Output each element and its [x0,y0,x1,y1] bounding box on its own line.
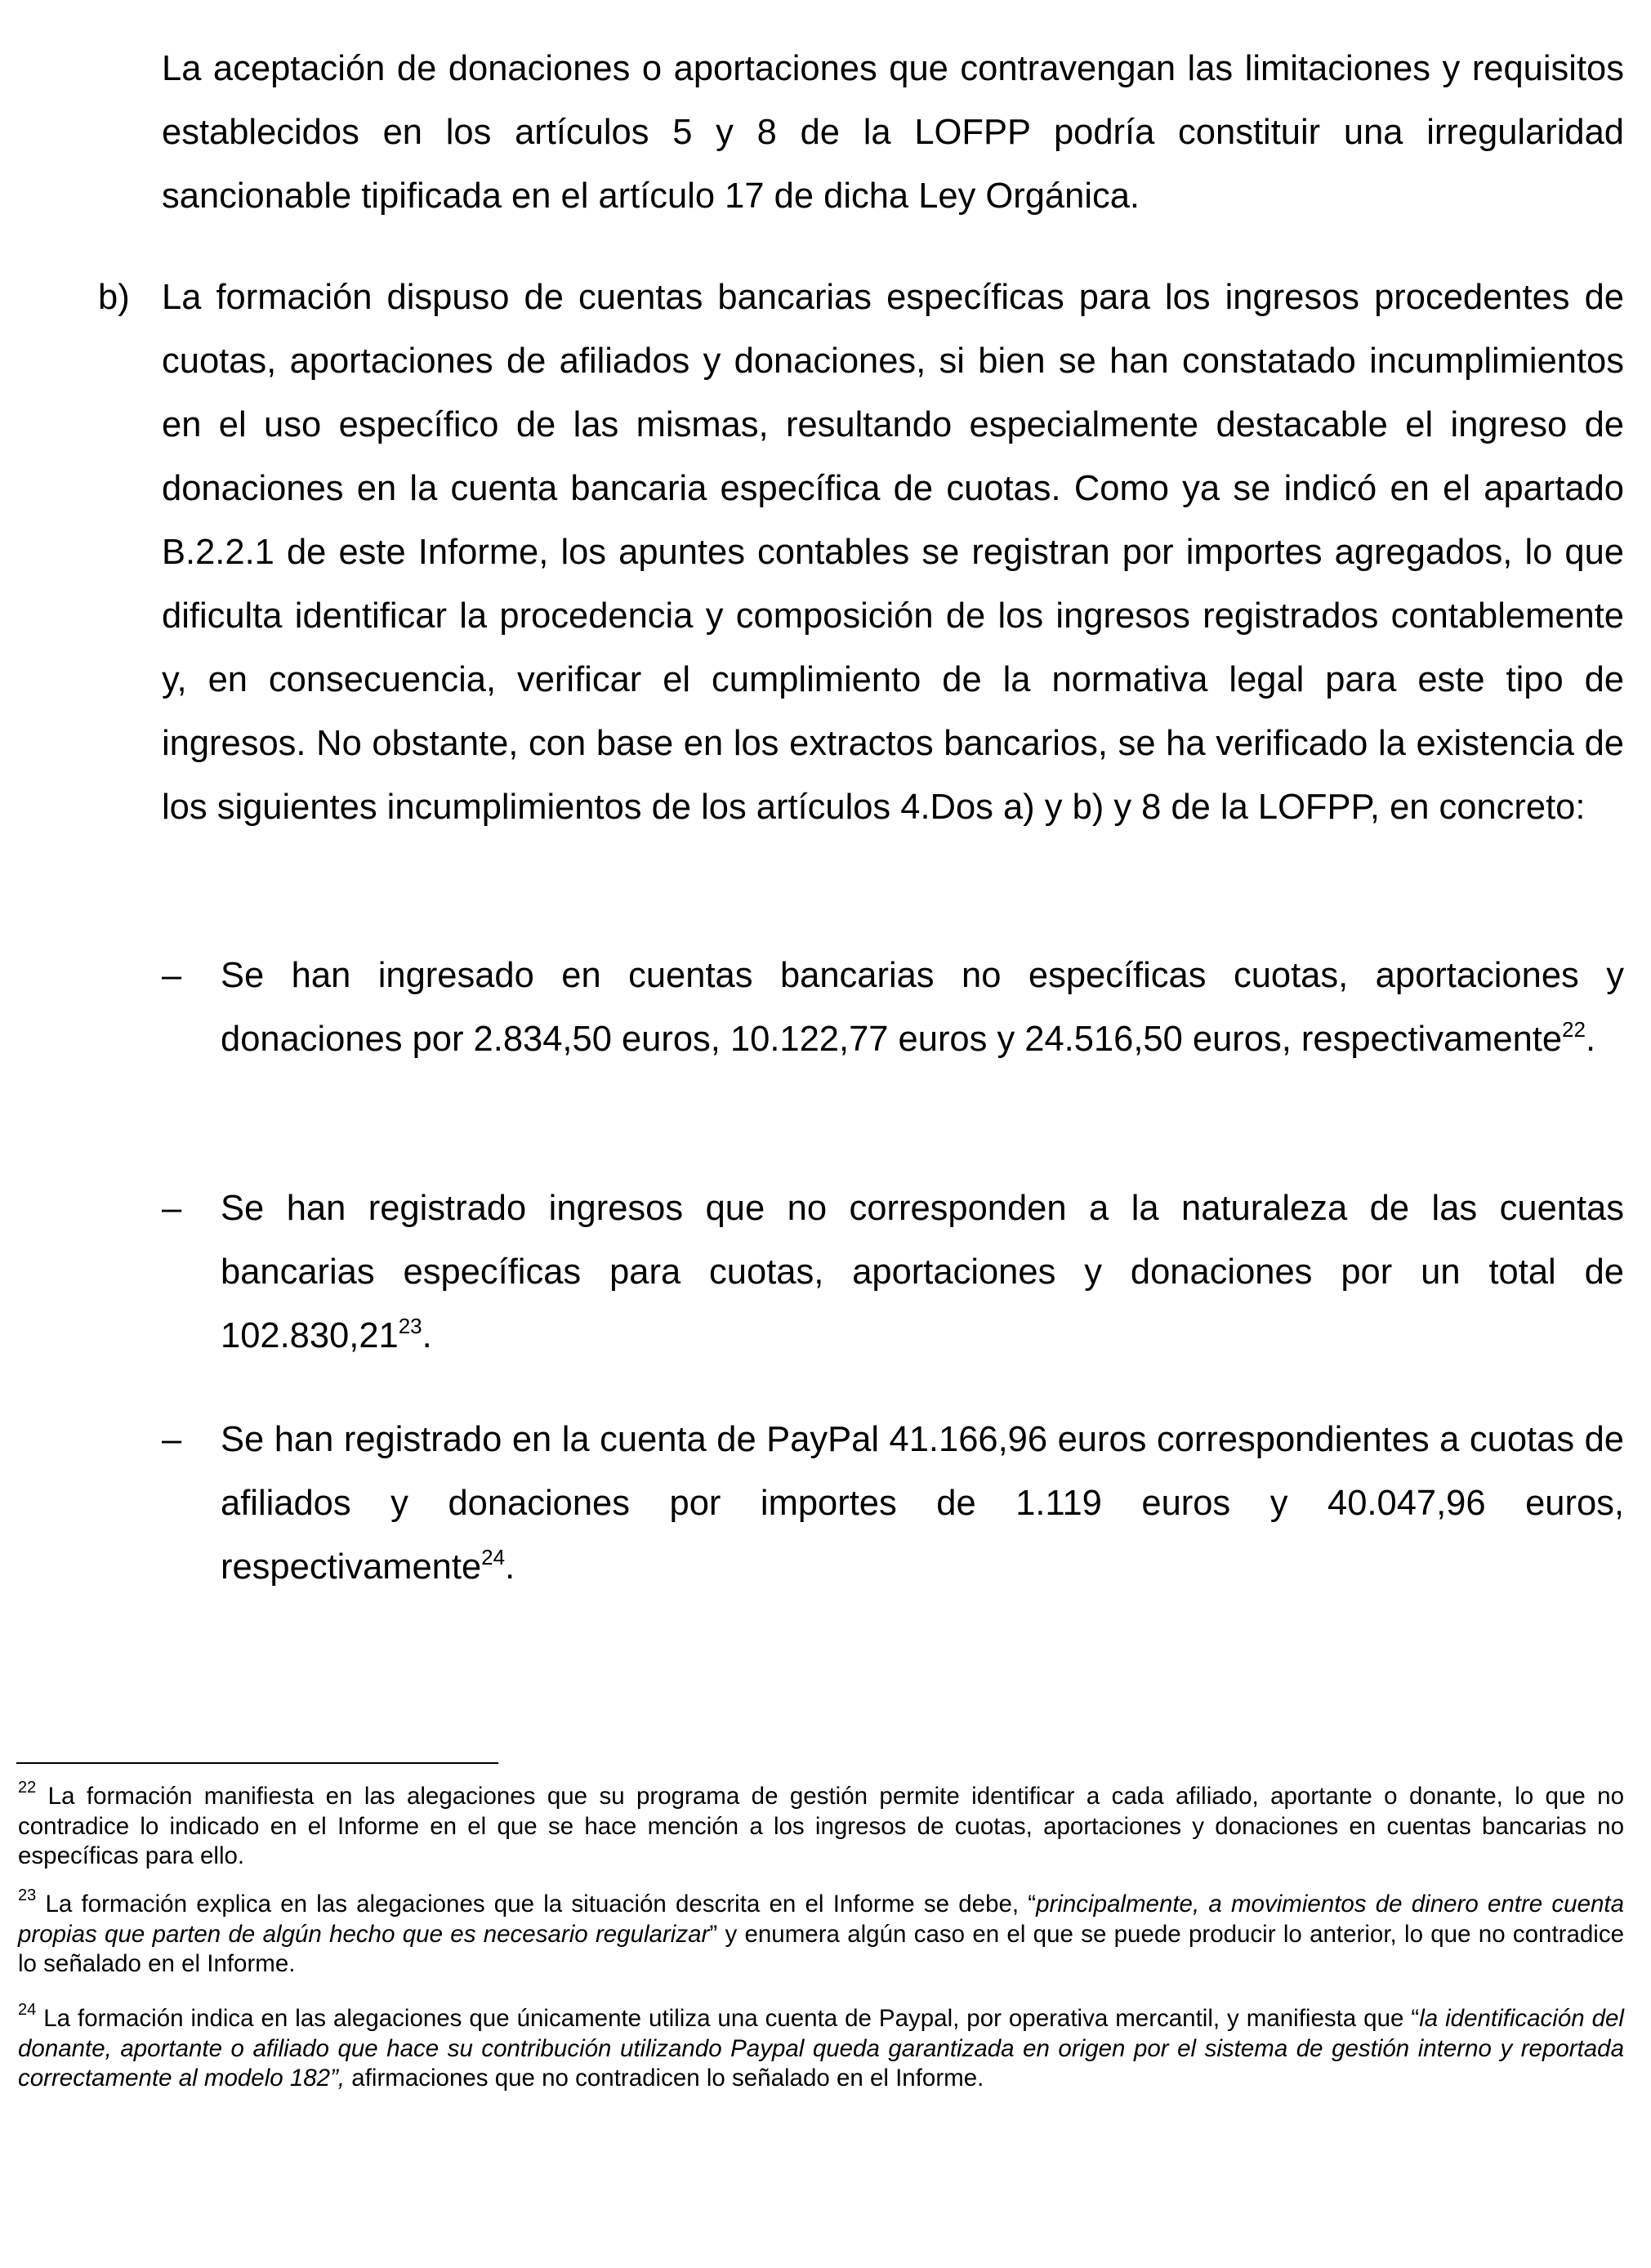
footnote-number: 24 [18,2001,37,2020]
footnote-24 [18,2001,1624,2094]
dash-bullet-icon: – [162,1420,182,1459]
list-marker-b: b) [98,278,130,317]
footnote-text-lead: La formación indica en las alegaciones que únicamente utiliza una cuenta de Paypal, por operativa mercantil, y manifiesta que “ [43,2005,1420,2032]
footnote-text-tail: afirmaciones que no contradicen lo señalado en el Informe. [345,2065,984,2092]
bullet-text: Se han registrado en la cuenta de PayPal 41.166,96 euros correspondientes a cuotas de afiliados y donaciones por importes de 1.119 euros y 40.047,96 euros, respectivamente [221,1420,1624,1587]
footnote-23 [18,1886,1625,1980]
bullet-item-text [221,944,1624,1071]
bullet-item [162,1176,1624,1368]
list-item-b-text: La formación dispuso de cuentas bancarias específicas para los ingresos procedentes de cuotas, aportaciones de afiliados y donaciones, si bien se han constatado incumplimientos en el uso específico de las mismas, resultando especialmente destacable el ingreso de donaciones en la cuenta bancaria específica de cuotas. Como ya se indicó en el apartado B.2.2.1 de este Informe, los apuntes contables se registran por importes agregados, lo que dificulta identificar la procedencia y composición de los ingresos registrados contablemente y, en consecuencia, verificar el cumplimiento de la normativa legal para este tipo de ingresos. No obstante, con base en los extractos bancarios, se ha verificado la existencia de los siguientes incumplimientos de los artículos 4.Dos a) y b) y 8 de la LOFPP, en concreto: [162,278,1624,827]
footnote-22 [18,1779,1624,1872]
footnote-ref-22[interactable]: 22 [1562,1016,1586,1042]
bullet-text: Se han registrado ingresos que no corresponden a la naturaleza de las cuentas bancarias específicas para cuotas, aportaciones y donaciones por un total de 102.830,21 [221,1189,1624,1355]
bullet-item [162,1408,1624,1599]
footnote-ref-23[interactable]: 23 [398,1313,422,1338]
list-item-b [98,266,1624,839]
bullet-end: . [1585,1020,1596,1059]
footnote-ref-24[interactable]: 24 [481,1544,506,1569]
footnote-text: La formación manifiesta en las alegaciones que su programa de gestión permite identificar a cada afiliado, aportante o donante, lo que no contradice lo indicado en el Informe en el que se hace mención a los ingresos de cuotas, aportaciones y donaciones en cuentas bancarias no específicas para ello. [18,1783,1624,1869]
footnote-number: 22 [18,1779,37,1797]
dash-bullet-icon: – [162,956,182,995]
bullet-item-text [221,1176,1624,1368]
footnote-quote: la identificación del donante, aportante o afiliado que hace su contribución utilizando Paypal queda garantizada en origen por el sistema de gestión interno y reportada correctamente al modelo 182”, [18,2005,1624,2092]
bullet-end: . [505,1547,515,1587]
footnote-quote: principalmente, a movimientos de dinero entre cuenta propias que parten de algún hecho que es necesario regularizar [18,1891,1624,1948]
bullet-end: . [422,1316,432,1355]
footnote-separator [16,1762,498,1764]
footnote-text-lead: La formación explica en las alegaciones que la situación descrita en el Informe se debe, “ [45,1891,1037,1918]
dash-bullet-icon: – [162,1189,182,1228]
bullet-item-text [221,1408,1624,1599]
footnote-text-tail: ” y enumera algún caso en el que se puede producir lo anterior, lo que no contradice lo señalado en el Informe. [18,1920,1625,1977]
bullet-text: Se han ingresado en cuentas bancarias no específicas cuotas, aportaciones y donaciones por 2.834,50 euros, 10.122,77 euros y 24.516,50 euros, respectivamente [221,956,1624,1059]
intro-paragraph: La aceptación de donaciones o aportaciones que contravengan las limitaciones y requisitos establecidos en los artículos 5 y 8 de la LOFPP podría constituir una irregularidad sancionable tipificada en el artículo 17 de dicha Ley Orgánica. [162,49,1624,216]
bullet-item [162,944,1624,1071]
footnote-number: 23 [18,1886,37,1905]
